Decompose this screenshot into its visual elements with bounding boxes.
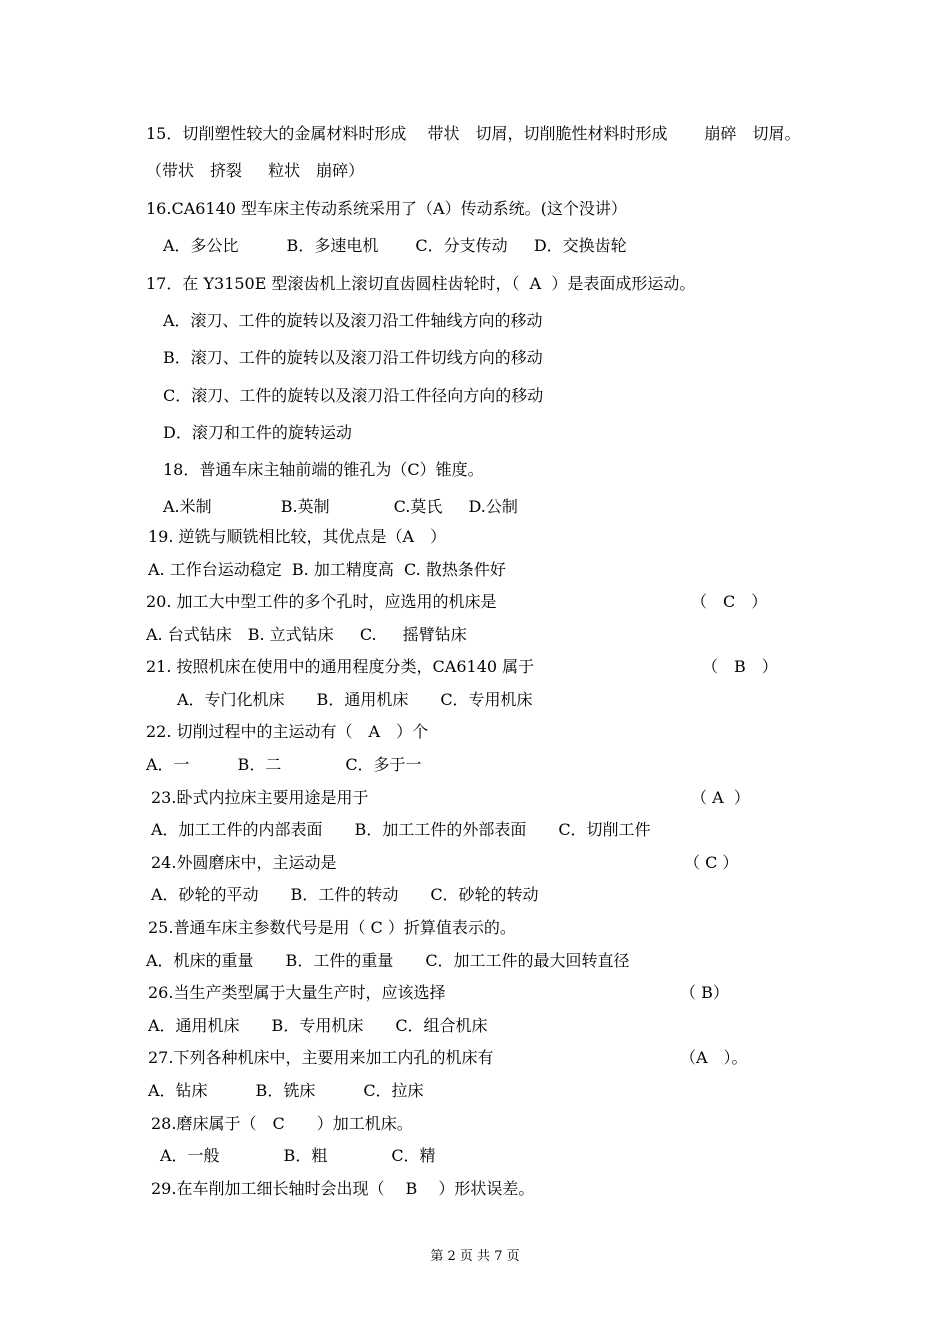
question-17-option-a: A．滚刀、工件的旋转以及滚刀沿工件轴线方向的移动 (163, 311, 543, 330)
question-26-options: A．通用机床 B．专用机床 C．组合机床 (148, 1016, 488, 1035)
question-17-line: 17．在 Y3150E 型滚齿机上滚切直齿圆柱齿轮时，（ A ）是表面成形运动。 (146, 274, 696, 293)
question-28-line: 28.磨床属于（ C ）加工机床。 (151, 1114, 413, 1133)
question-27-line: 27.下列各种机床中，主要用来加工内孔的机床有 (148, 1048, 494, 1067)
question-18-options: A.米制 B.英制 C.莫氏 D.公制 (163, 497, 518, 516)
question-22-options: A．一 B．二 C．多于一 (146, 755, 422, 774)
question-17-option-c: C．滚刀、工件的旋转以及滚刀沿工件径向方向的移动 (163, 386, 544, 405)
question-21-answer: （ B ） (702, 657, 778, 676)
question-29-line: 29.在车削加工细长轴时会出现（ B ）形状误差。 (151, 1179, 535, 1198)
question-26-answer: （ B） (680, 983, 729, 1002)
question-16-line: 16.CA6140 型车床主传动系统采用了（A）传动系统。(这个没讲） (146, 199, 627, 218)
question-16-options: A．多公比 B．多速电机 C．分支传动 D．交换齿轮 (163, 236, 627, 255)
question-15-line: 15．切削塑性较大的金属材料时形成 带状 切屑，切削脆性材料时形成 崩碎 切屑。 (146, 124, 801, 143)
question-17-option-d: D．滚刀和工件的旋转运动 (163, 423, 352, 442)
question-19-options: A. 工作台运动稳定 B. 加工精度高 C. 散热条件好 (148, 560, 506, 579)
question-23-options: A．加工工件的内部表面 B．加工工件的外部表面 C．切削工件 (151, 820, 651, 839)
question-20-line: 20. 加工大中型工件的多个孔时，应选用的机床是 (146, 592, 497, 611)
question-20-options: A. 台式钻床 B. 立式钻床 C. 摇臂钻床 (146, 625, 467, 644)
question-20-answer: （ C ） (691, 592, 768, 611)
question-27-answer: （A ）。 (680, 1048, 748, 1067)
question-24-options: A．砂轮的平动 B．工件的转动 C．砂轮的转动 (151, 885, 539, 904)
question-15-options: （带状 挤裂 粒状 崩碎） (146, 161, 365, 180)
question-27-options: A．钻床 B．铣床 C．拉床 (148, 1081, 424, 1100)
question-18-line: 18．普通车床主轴前端的锥孔为（C）锥度。 (163, 460, 484, 479)
question-21-line: 21. 按照机床在使用中的通用程度分类，CA6140 属于 (146, 657, 535, 676)
question-24-answer: （ C ） (684, 853, 739, 872)
question-25-options: A．机床的重量 B．工件的重量 C．加工工件的最大回转直径 (146, 951, 630, 970)
question-23-answer: （ A ） (691, 788, 750, 807)
page-footer: 第 2 页 共 7 页 (430, 1249, 520, 1264)
question-26-line: 26.当生产类型属于大量生产时，应该选择 (148, 983, 446, 1002)
question-17-option-b: B．滚刀、工件的旋转以及滚刀沿工件切线方向的移动 (163, 348, 543, 367)
question-21-options: A．专门化机床 B．通用机床 C．专用机床 (177, 690, 533, 709)
question-22-line: 22. 切削过程中的主运动有（ A ）个 (146, 722, 429, 741)
question-24-line: 24.外圆磨床中，主运动是 (151, 853, 337, 872)
question-23-line: 23.卧式内拉床主要用途是用于 (151, 788, 369, 807)
question-28-options: A．一般 B．粗 C．精 (160, 1146, 436, 1165)
question-25-line: 25.普通车床主参数代号是用（ C ）折算值表示的。 (148, 918, 516, 937)
question-19-line: 19. 逆铣与顺铣相比较，其优点是（A ） (148, 527, 447, 546)
